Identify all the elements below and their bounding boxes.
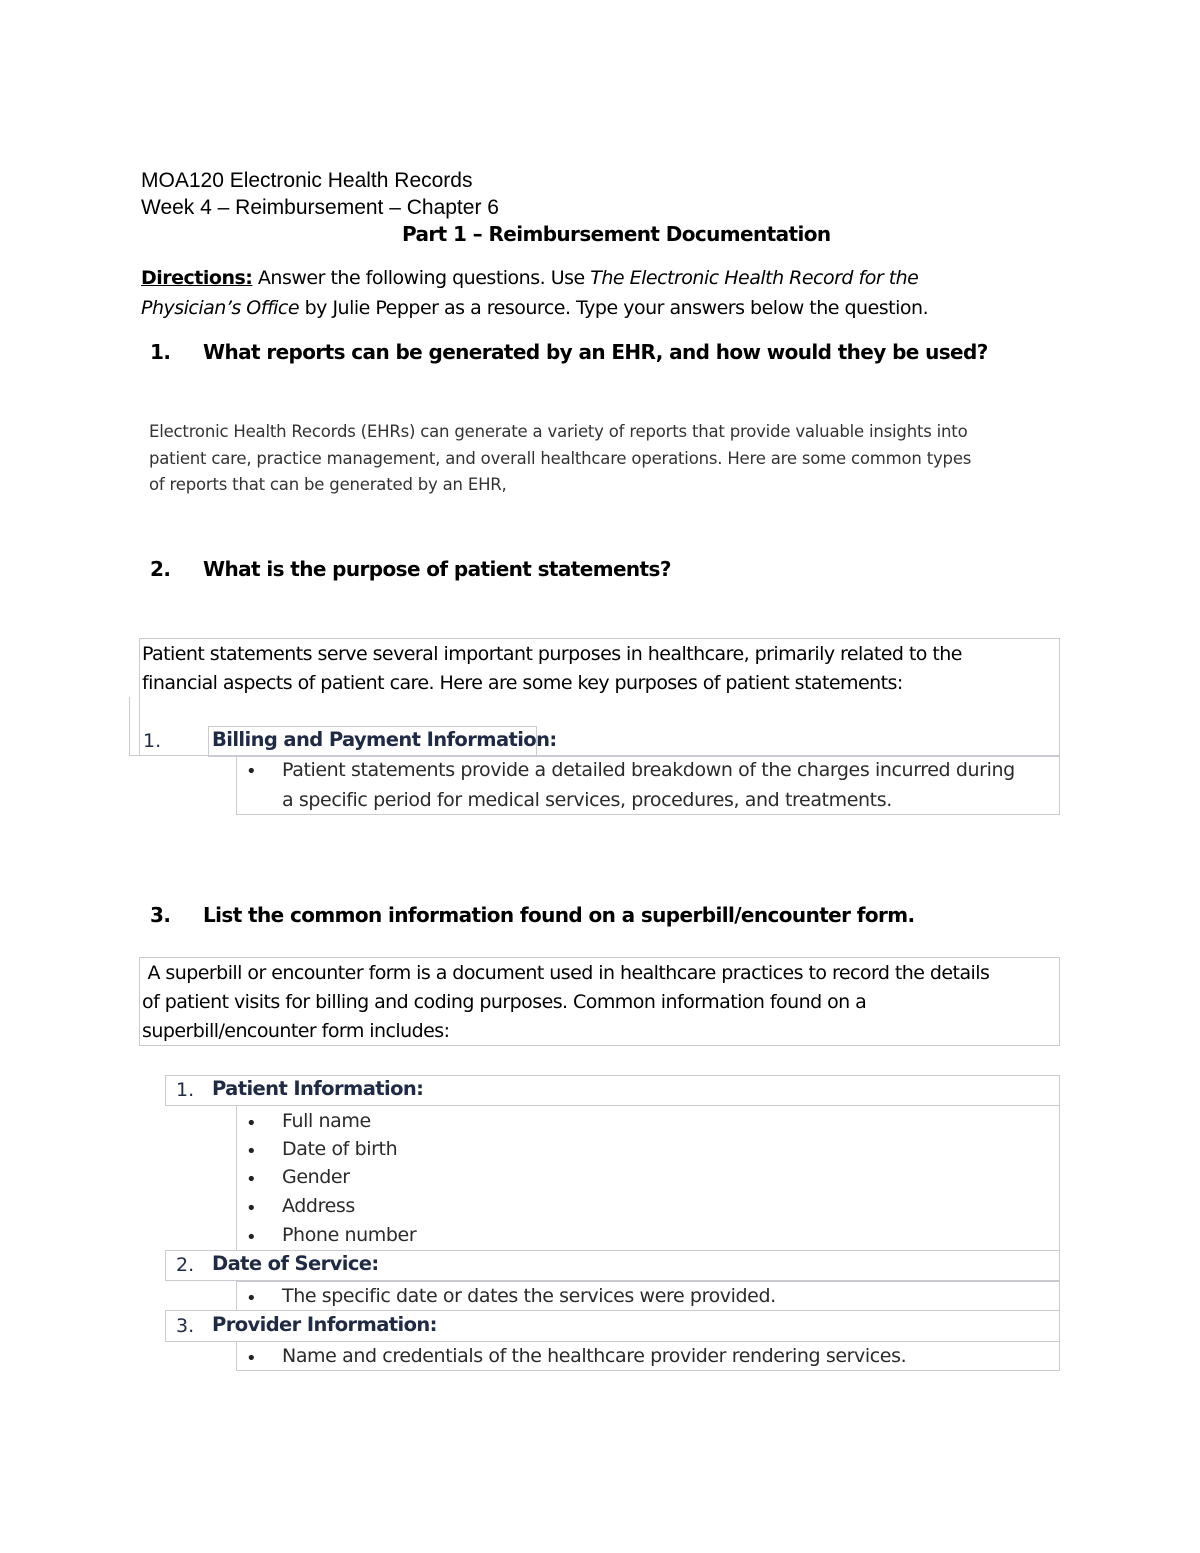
section-1-item: Address [282, 1195, 355, 1217]
book-title-b: Physician’s Office [141, 297, 300, 319]
q3-answer-line-2: of patient visits for billing and coding purposes. Common information found on a [142, 991, 867, 1013]
q1-number: 1. [150, 340, 171, 364]
bullet-icon: • [246, 1348, 257, 1369]
directions-text-b: by Julie Pepper as a resource. Type your answers below the question. [299, 297, 929, 319]
q1-answer-line-3: of reports that can be generated by an EHR, [149, 475, 507, 494]
q1-answer-line-1: Electronic Health Records (EHRs) can generate a variety of reports that provide valuable insights into [149, 422, 968, 441]
section-1-item: Full name [282, 1110, 371, 1132]
section-2-number: 2. [176, 1254, 195, 1276]
course-title: MOA120 Electronic Health Records [141, 169, 473, 192]
q2-item-number: 1. [143, 730, 162, 752]
section-1-item: Phone number [282, 1224, 417, 1246]
q2-answer-line-2: financial aspects of patient care. Here are some key purposes of patient statements: [142, 672, 903, 694]
directions-text-a: Answer the following questions. Use [252, 267, 591, 289]
section-1-item: Date of birth [282, 1138, 398, 1160]
q3-answer-line-3: superbill/encounter form includes: [142, 1020, 450, 1042]
q1-question: What reports can be generated by an EHR, and how would they be used? [203, 340, 988, 364]
bullet-icon: • [246, 1227, 257, 1248]
section-3-item: Name and credentials of the healthcare provider rendering services. [282, 1345, 907, 1367]
q3-number: 3. [150, 903, 171, 927]
directions-label: Directions: [141, 267, 253, 289]
bullet-icon: • [246, 1141, 257, 1162]
q2-answer-box-notch [129, 697, 141, 756]
section-1-item: Gender [282, 1166, 350, 1188]
book-title-a: The Electronic Health Record for the [590, 267, 919, 289]
bullet-icon: • [246, 761, 257, 782]
bullet-icon: • [246, 1169, 257, 1190]
directions-line-2 [141, 297, 928, 319]
q2-bullet-line-2: a specific period for medical services, procedures, and treatments. [282, 789, 892, 811]
section-1-number: 1. [176, 1079, 195, 1101]
directions-line-1 [141, 267, 918, 289]
section-3-title: Provider Information: [212, 1313, 437, 1336]
bullet-icon: • [246, 1113, 257, 1134]
part-title: Part 1 – Reimbursement Documentation [402, 222, 831, 246]
q2-bullet-line-1: Patient statements provide a detailed breakdown of the charges incurred during [282, 759, 1015, 781]
section-1-title: Patient Information: [212, 1077, 424, 1100]
q1-answer-line-2: patient care, practice management, and overall healthcare operations. Here are some common types [149, 449, 972, 468]
q2-question: What is the purpose of patient statements? [203, 557, 671, 581]
section-2-title: Date of Service: [212, 1252, 379, 1275]
q2-number: 2. [150, 557, 171, 581]
section-3-number: 3. [176, 1315, 195, 1337]
section-2-item: The specific date or dates the services were provided. [282, 1285, 776, 1307]
week-title: Week 4 – Reimbursement – Chapter 6 [141, 196, 499, 219]
q2-answer-line-1: Patient statements serve several important purposes in healthcare, primarily related to the [142, 643, 962, 665]
q3-question: List the common information found on a superbill/encounter form. [203, 903, 915, 927]
bullet-icon: • [246, 1198, 257, 1219]
bullet-icon: • [246, 1288, 257, 1309]
q3-answer-line-1: A superbill or encounter form is a document used in healthcare practices to record the details [142, 962, 990, 984]
q2-item-title: Billing and Payment Information: [212, 728, 557, 751]
